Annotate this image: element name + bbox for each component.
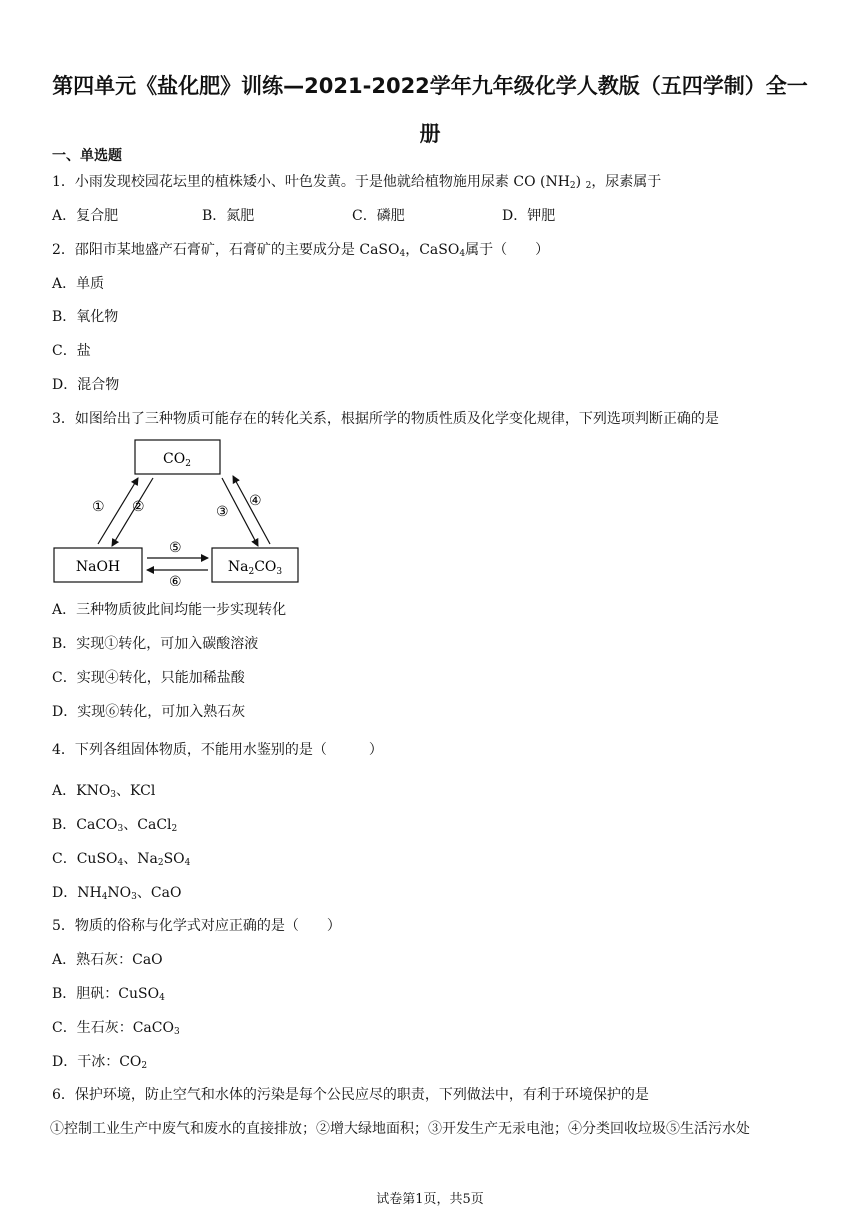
page-footer: 试卷第1页，共5页 bbox=[376, 1192, 484, 1207]
title-line-2: 册 bbox=[419, 122, 441, 146]
question-3-stem: 3．如图给出了三种物质可能存在的转化关系，根据所学的物质性质及化学变化规律，下列选项判断正确的是 bbox=[52, 411, 719, 427]
arrow-label-4: ④ bbox=[249, 493, 262, 509]
question-4-option-b: B．CaCO$_3$、CaCl$_2$ bbox=[52, 817, 178, 834]
section-heading: 一、单选题 bbox=[52, 148, 122, 164]
question-1-option-b: B．氮肥 bbox=[202, 208, 255, 224]
question-1-option-c: C．磷肥 bbox=[352, 208, 405, 224]
question-1-option-d: D．钾肥 bbox=[502, 208, 556, 224]
title-line-1: 第四单元《盐化肥》训练—2021-2022学年九年级化学人教版（五四学制）全一 bbox=[52, 74, 808, 98]
question-4-option-d: D．$NH_4NO_3$、CaO bbox=[52, 885, 182, 902]
question-3-option-d: D．实现⑥转化，可加入熟石灰 bbox=[52, 704, 246, 720]
question-5-option-a: A．熟石灰：CaO bbox=[52, 952, 163, 968]
arrow-label-3: ③ bbox=[216, 504, 229, 520]
co2-label: $CO_2$ bbox=[163, 451, 191, 469]
arrow-label-6: ⑥ bbox=[169, 574, 182, 586]
question-1-option-a: A．复合肥 bbox=[52, 208, 119, 224]
na2co3-label: $Na_2CO_3$ bbox=[227, 559, 283, 577]
naoh-label: NaOH bbox=[75, 559, 121, 575]
question-2-option-a: A．单质 bbox=[52, 276, 105, 292]
question-4-stem: 4．下列各组固体物质，不能用水鉴别的是（ ） bbox=[52, 742, 383, 758]
question-2-option-b: B．氧化物 bbox=[52, 309, 119, 325]
arrow-label-2: ② bbox=[132, 499, 145, 515]
arrow-label-5: ⑤ bbox=[169, 540, 182, 556]
question-5-option-d: D．干冰：$CO_2$ bbox=[52, 1054, 148, 1071]
question-2-option-c: C．盐 bbox=[52, 343, 91, 359]
question-3-option-a: A．三种物质彼此间均能一步实现转化 bbox=[52, 602, 287, 618]
question-4-option-a: A．$KNO_3$、KCl bbox=[52, 783, 156, 800]
question-1-stem: 1．小雨发现校园花坛里的植株矮小、叶色发黄。于是他就给植物施用尿素 CO $(NH_2)$ $_2$，尿素属于 bbox=[52, 174, 662, 191]
conversion-diagram bbox=[50, 436, 310, 586]
question-3-option-b: B．实现①转化，可加入碳酸溶液 bbox=[52, 636, 259, 652]
question-6-statements: ①控制工业生产中废气和废水的直接排放；②增大绿地面积；③开发生产无汞电池；④分类回收垃圾⑤生活污水处 bbox=[50, 1121, 750, 1137]
question-5-option-b: B．胆矾：CuSO$_4$ bbox=[52, 986, 165, 1003]
question-4-option-c: C．CuSO$_4$、$Na_2SO_4$ bbox=[52, 851, 191, 868]
question-5-option-c: C．生石灰：CaCO$_3$ bbox=[52, 1020, 180, 1037]
document-title bbox=[40, 62, 820, 158]
question-2-option-d: D．混合物 bbox=[52, 377, 120, 393]
question-6-stem: 6．保护环境，防止空气和水体的污染是每个公民应尽的职责，下列做法中，有利于环境保护的是 bbox=[52, 1087, 649, 1103]
question-2-stem: 2．邵阳市某地盛产石膏矿，石膏矿的主要成分是 CaSO$_4$，CaSO$_4$属于（ ） bbox=[52, 242, 550, 259]
question-5-stem: 5．物质的俗称与化学式对应正确的是（ ） bbox=[52, 918, 341, 934]
arrow-label-1: ① bbox=[92, 499, 105, 515]
question-3-option-c: C．实现④转化，只能加稀盐酸 bbox=[52, 670, 245, 686]
